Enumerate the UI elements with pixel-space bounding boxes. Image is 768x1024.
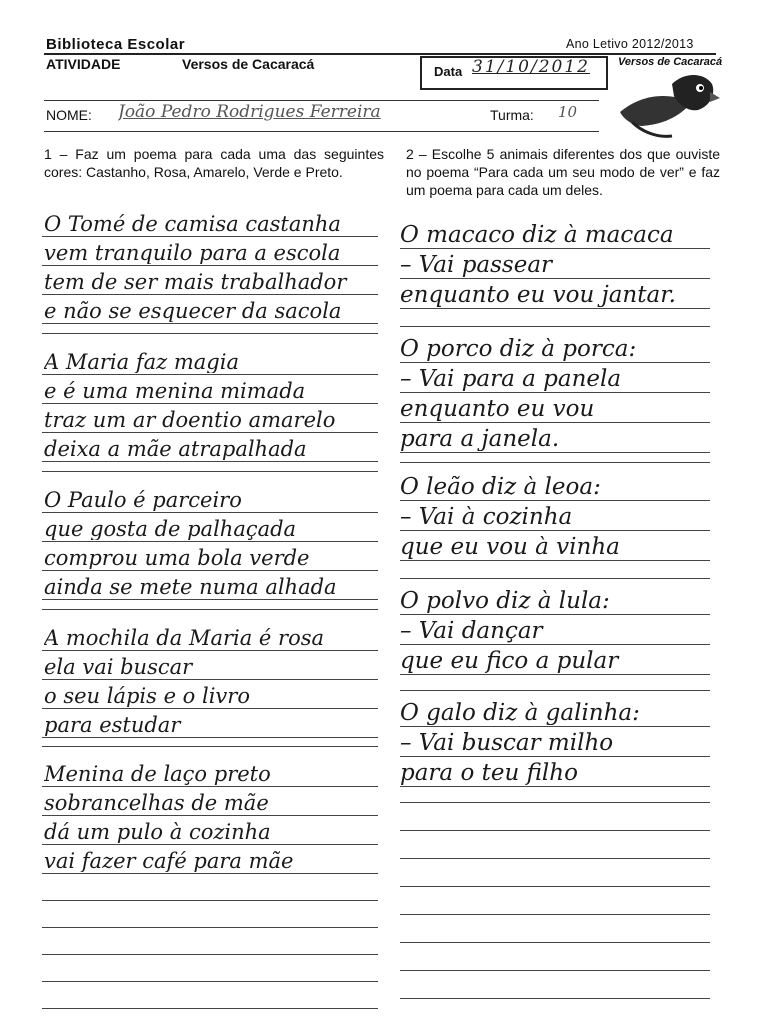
ruled-line — [400, 500, 710, 501]
ruled-line — [42, 512, 378, 513]
ruled-line — [400, 278, 710, 279]
parrot-logo-icon — [612, 54, 722, 144]
ruled-line — [400, 726, 710, 727]
name-label: NOME: — [46, 107, 92, 123]
task-1-instructions: 1 – Faz um poema para cada uma das seguintes cores: Castanho, Rosa, Amarelo, Verde e Preto. — [44, 146, 384, 180]
handwritten-line: ela vai buscar — [44, 657, 193, 678]
task-2-instructions: 2 – Escolhe 5 animais diferentes dos que ouviste no poema “Para cada um seu modo de ver” e faz um poema para cada um deles. — [406, 146, 720, 198]
date-value: 31/10/2012 — [472, 57, 590, 77]
ruled-line — [400, 942, 710, 943]
ruled-line — [400, 326, 710, 327]
handwritten-line: comprou uma bola verde — [44, 548, 310, 569]
handwritten-line: O polvo diz à lula: — [400, 590, 610, 613]
ruled-line — [400, 560, 710, 561]
handwritten-line: vem tranquilo para a escola — [44, 243, 341, 264]
handwritten-line: – Vai buscar milho — [400, 732, 614, 755]
ruled-line — [400, 248, 710, 249]
ruled-line — [400, 674, 710, 675]
handwritten-line: para estudar — [44, 715, 181, 736]
ruled-line — [400, 362, 710, 363]
ruled-line — [42, 746, 378, 747]
handwritten-line: que eu vou à vinha — [400, 536, 620, 559]
school-year: Ano Letivo 2012/2013 — [566, 37, 694, 51]
handwritten-line: sobrancelhas de mãe — [44, 793, 269, 814]
class-value: 10 — [558, 103, 578, 121]
ruled-line — [400, 786, 710, 787]
handwritten-line: dá um pulo à cozinha — [44, 822, 271, 843]
handwritten-line: – Vai dançar — [400, 620, 543, 643]
handwritten-line: A Maria faz magia — [44, 352, 239, 373]
ruled-line — [400, 530, 710, 531]
handwritten-line: que gosta de palhaçada — [44, 519, 297, 540]
handwritten-line: O galo diz à galinha: — [400, 702, 640, 725]
handwritten-line: ainda se mete numa alhada — [44, 577, 337, 598]
school-name: Biblioteca Escolar — [46, 36, 186, 53]
handwritten-line: enquanto eu vou — [400, 398, 595, 421]
handwritten-line: – Vai à cozinha — [400, 506, 573, 529]
ruled-line — [400, 422, 710, 423]
handwritten-line: – Vai para a panela — [400, 368, 622, 391]
ruled-line — [42, 679, 378, 680]
handwritten-line: O leão diz à leoa: — [400, 476, 601, 499]
handwritten-line: O Paulo é parceiro — [44, 490, 242, 511]
ruled-line — [42, 599, 378, 600]
activity-title: Versos de Cacaracá — [182, 56, 315, 72]
handwritten-line: – Vai passear — [400, 254, 553, 277]
ruled-line — [42, 432, 378, 433]
handwritten-line: para a janela. — [400, 428, 560, 451]
ruled-line — [42, 333, 378, 334]
ruled-line — [42, 403, 378, 404]
name-value: João Pedro Rodrigues Ferreira — [118, 102, 381, 122]
ruled-line — [42, 236, 378, 237]
ruled-line — [400, 308, 710, 309]
ruled-line — [42, 786, 378, 787]
ruled-line — [42, 708, 378, 709]
handwritten-line: traz um ar doentio amarelo — [44, 410, 336, 431]
ruled-line — [400, 914, 710, 915]
ruled-line — [400, 998, 710, 999]
handwritten-line: deixa a mãe atrapalhada — [44, 439, 307, 460]
ruled-line — [400, 644, 710, 645]
handwritten-line: e é uma menina mimada — [44, 381, 306, 402]
ruled-line — [42, 374, 378, 375]
ruled-line — [42, 927, 378, 928]
ruled-line — [400, 886, 710, 887]
ruled-line — [400, 462, 710, 463]
handwritten-line: para o teu filho — [400, 762, 578, 785]
ruled-line — [42, 954, 378, 955]
handwritten-line: vai fazer café para mãe — [44, 851, 294, 872]
handwritten-line: A mochila da Maria é rosa — [44, 628, 325, 649]
ruled-line — [42, 609, 378, 610]
ruled-line — [42, 265, 378, 266]
handwritten-line: o seu lápis e o livro — [44, 686, 250, 707]
ruled-line — [42, 1008, 378, 1009]
handwritten-line: tem de ser mais trabalhador — [44, 272, 347, 293]
handwritten-line: Menina de laço preto — [44, 764, 271, 785]
ruled-line — [400, 858, 710, 859]
ruled-line — [400, 578, 710, 579]
ruled-line — [400, 802, 710, 803]
ruled-line — [400, 452, 710, 453]
ruled-line — [400, 756, 710, 757]
handwritten-line: O macaco diz à macaca — [400, 224, 674, 247]
ruled-line — [42, 650, 378, 651]
ruled-line — [42, 815, 378, 816]
ruled-line — [42, 461, 378, 462]
handwritten-line: e não se esquecer da sacola — [44, 301, 342, 322]
ruled-line — [42, 570, 378, 571]
ruled-line — [42, 471, 378, 472]
handwritten-line: enquanto eu vou jantar. — [400, 284, 676, 307]
ruled-line — [42, 737, 378, 738]
ruled-line — [42, 981, 378, 982]
ruled-line — [42, 541, 378, 542]
handwritten-line: O porco diz à porca: — [400, 338, 637, 361]
ruled-line — [42, 294, 378, 295]
ruled-line — [400, 690, 710, 691]
ruled-line — [42, 873, 378, 874]
ruled-line — [42, 844, 378, 845]
date-label: Data — [434, 64, 463, 79]
ruled-line — [400, 392, 710, 393]
ruled-line — [400, 830, 710, 831]
handwritten-line: O Tomé de camisa castanha — [44, 214, 341, 235]
ruled-line — [400, 970, 710, 971]
class-label: Turma: — [490, 107, 534, 123]
ruled-line — [42, 323, 378, 324]
ruled-line — [42, 900, 378, 901]
handwritten-line: que eu fico a pular — [400, 650, 619, 673]
ruled-line — [400, 614, 710, 615]
activity-label: ATIVIDADE — [46, 56, 121, 72]
logo-text: Versos de Cacaracá — [618, 56, 723, 68]
